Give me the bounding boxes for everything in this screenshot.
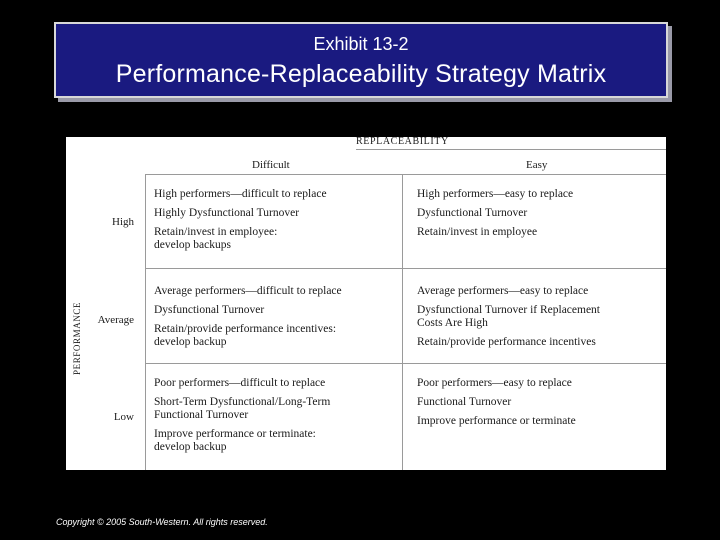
cell-turnover: Dysfunctional Turnover if Replacement — [417, 304, 601, 316]
column-header-easy: Easy — [526, 159, 548, 171]
cell-strategy: Improve performance or terminate — [417, 415, 576, 427]
cell-turnover-cont: Functional Turnover — [154, 409, 249, 421]
cell-turnover: Short-Term Dysfunctional/Long-Term — [154, 396, 331, 408]
copyright-notice: Copyright © 2005 South-Western. All rights reserved. — [56, 517, 268, 527]
strategy-matrix — [66, 137, 666, 470]
grid-line-middle — [402, 174, 403, 470]
replaceability-axis-label: REPLACEABILITY — [356, 136, 449, 147]
cell-average-difficult — [154, 285, 342, 349]
cell-strategy-cont: develop backups — [154, 239, 231, 251]
title-banner — [54, 22, 668, 98]
cell-low-easy — [417, 377, 576, 428]
cell-turnover: Dysfunctional Turnover — [154, 304, 265, 316]
slide-title: Performance-Replaceability Strategy Matrix — [115, 60, 607, 88]
cell-turnover: Dysfunctional Turnover — [417, 207, 528, 219]
cell-strategy-cont: develop backup — [154, 336, 227, 348]
cell-average-easy — [417, 285, 600, 349]
cell-heading: Average performers—easy to replace — [417, 285, 589, 297]
cell-strategy-cont: develop backup — [154, 441, 227, 453]
cell-strategy: Retain/invest in employee — [417, 226, 538, 238]
row-label-high: High — [112, 216, 134, 228]
exhibit-number: Exhibit 13-2 — [313, 34, 409, 54]
cell-strategy: Retain/provide performance incentives: — [154, 323, 337, 335]
grid-line-left — [145, 174, 146, 470]
cell-strategy: Retain/provide performance incentives — [417, 336, 596, 348]
column-header-difficult: Difficult — [252, 159, 290, 171]
cell-heading: Poor performers—difficult to replace — [154, 377, 326, 389]
cell-turnover-cont: Costs Are High — [417, 317, 488, 329]
cell-strategy: Retain/invest in employee: — [154, 226, 278, 238]
grid-line-top — [145, 174, 666, 175]
cell-turnover: Highly Dysfunctional Turnover — [154, 207, 300, 219]
cell-heading: Average performers—difficult to replace — [154, 285, 342, 297]
grid-line-average-low — [145, 363, 666, 364]
cell-heading: High performers—difficult to replace — [154, 188, 327, 200]
cell-turnover: Functional Turnover — [417, 396, 512, 408]
cell-heading: High performers—easy to replace — [417, 188, 574, 200]
grid-line-high-average — [145, 268, 666, 269]
cell-high-difficult — [154, 188, 327, 252]
row-label-average: Average — [97, 314, 134, 326]
cell-heading: Poor performers—easy to replace — [417, 377, 572, 389]
row-label-low: Low — [113, 411, 134, 423]
header-underline — [356, 149, 666, 150]
cell-high-easy — [417, 188, 573, 239]
performance-axis-label: PERFORMANCE — [72, 301, 82, 375]
cell-strategy: Improve performance or terminate: — [154, 428, 316, 440]
cell-low-difficult — [154, 377, 330, 454]
